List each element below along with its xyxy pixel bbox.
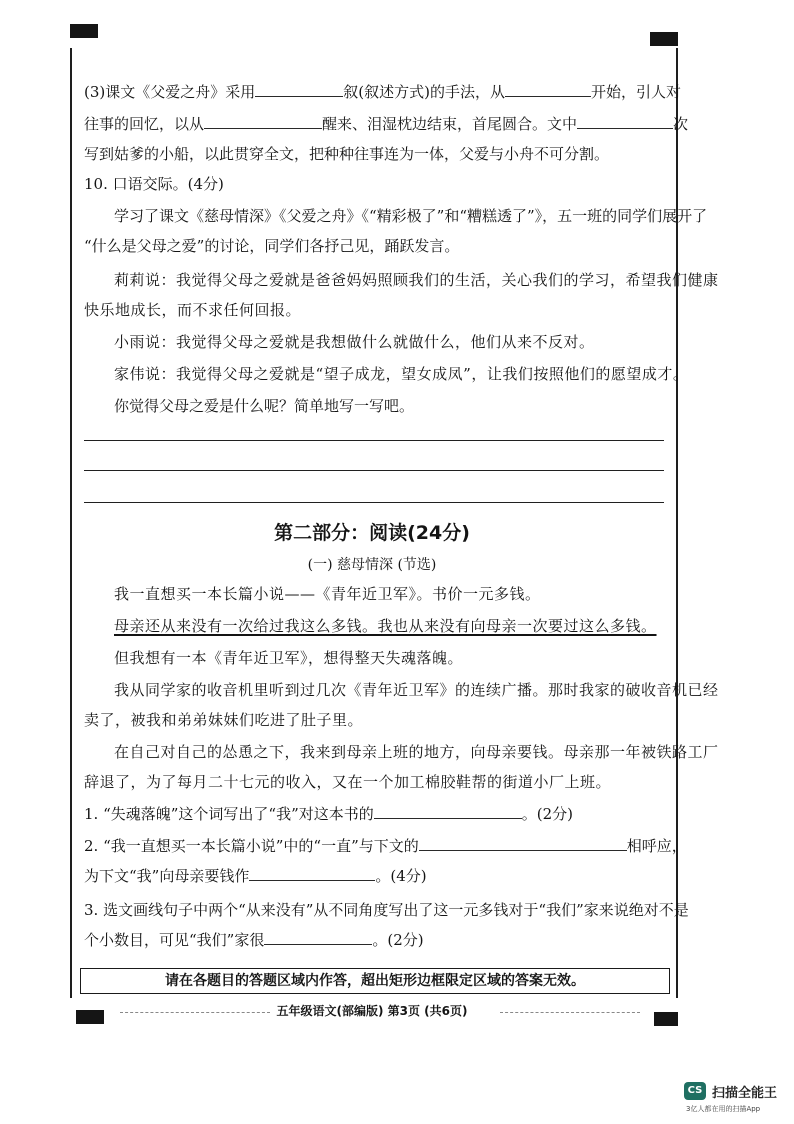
passage-paragraph-1: 我一直想买一本长篇小说——《青年近卫军》。书价一元多钱。 [114, 585, 541, 603]
q9-3-line-3: 写到姑爹的小船，以此贯穿全文，把种种往事连为一体，父爱与小舟不可分割。 [84, 145, 610, 163]
answer-line[interactable] [84, 502, 664, 503]
answer-line[interactable] [84, 470, 664, 471]
camscanner-name: 扫描全能王 [712, 1086, 778, 1101]
answer-blank[interactable] [419, 836, 627, 851]
reading-question-1: 1. “失魂落魄”这个词写出了“我”对这本书的 。(2分) [84, 805, 574, 823]
q10-prompt: 你觉得父母之爱是什么呢？简单地写一写吧。 [114, 397, 415, 415]
page-footer: 五年级语文(部编版) 第3页 (共6页) [276, 1004, 468, 1018]
answer-area-notice: 请在各题目的答题区域内作答，超出矩形边框限定区域的答案无效。 [80, 968, 670, 994]
answer-blank[interactable] [264, 930, 372, 945]
answer-blank[interactable] [204, 114, 322, 129]
answer-blank[interactable] [249, 866, 375, 881]
q10-lili-1: 莉莉说：我觉得父母之爱就是爸爸妈妈照顾我们的生活，关心我们的学习，希望我们健康 [114, 271, 719, 289]
answer-blank[interactable] [505, 82, 591, 97]
reading-question-2-line-2: 为下文“我”向母亲要钱作 。(4分) [84, 867, 427, 885]
reading-question-2-line-1: 2. “我一直想买一本长篇小说”中的“一直”与下文的 相呼应， [84, 837, 687, 855]
passage-paragraph-5-line-2: 辞退了，为了每月二十七元的收入，又在一个加工棉胶鞋帮的街道小厂上班。 [84, 773, 612, 791]
passage-title: (一) 慈母情深 (节选) [307, 557, 437, 573]
q10-jiawei: 家伟说：我觉得父母之爱就是“望子成龙，望女成凤”，让我们按照他们的愿望成才。 [114, 365, 689, 383]
registration-mark-top-left [70, 24, 98, 38]
answer-blank[interactable] [255, 82, 343, 97]
passage-paragraph-3: 但我想有一本《青年近卫军》，想得整天失魂落魄。 [114, 649, 464, 667]
registration-mark-top-right [650, 32, 678, 46]
camscanner-tagline: 3亿人都在用的扫描App [686, 1105, 761, 1113]
q9-3-line-2: 往事的回忆，以从 醒来、泪湿枕边结束，首尾圆合。文中 次 [84, 115, 689, 133]
part-two-title: 第二部分：阅读(24分) [274, 522, 470, 544]
answer-blank[interactable] [374, 804, 522, 819]
answer-blank[interactable] [577, 114, 673, 129]
answer-line[interactable] [84, 440, 664, 441]
passage-paragraph-5-line-1: 在自己对自己的怂恿之下，我来到母亲上班的地方，向母亲要钱。母亲那一年被铁路工厂 [114, 743, 719, 761]
q10-xiaoyu: 小雨说：我觉得父母之爱就是我想做什么就做什么，他们从来不反对。 [114, 333, 595, 351]
passage-paragraph-4-line-2: 卖了，被我和弟弟妹妹们吃进了肚子里。 [84, 711, 364, 729]
q10-intro-2: “什么是父母之爱”的讨论，同学们各抒己见，踊跃发言。 [84, 237, 460, 255]
reading-question-3-line-2: 个小数目，可见“我们”家很 。(2分) [84, 931, 424, 949]
q10-lili-2: 快乐地成长，而不求任何回报。 [84, 301, 302, 319]
passage-underlined-sentence: 母亲还从来没有一次给过我这么多钱。我也从来没有向母亲一次要过这么多钱。 [114, 617, 657, 635]
passage-paragraph-4-line-1: 我从同学家的收音机里听到过几次《青年近卫军》的连续广播。那时我家的破收音机已经 [114, 681, 719, 699]
q10-intro-1: 学习了课文《慈母情深》《父爱之舟》《“精彩极了”和“糟糕透了”》，五一班的同学们展开了 [114, 207, 708, 225]
reading-question-3-line-1: 3. 选文画线句子中两个“从来没有”从不同角度写出了这一元多钱对于“我们”家来说绝对不是 [84, 901, 689, 919]
camscanner-logo-icon: CS [684, 1082, 706, 1100]
q10-heading: 10. 口语交际。(4分) [84, 175, 224, 193]
q9-3-line-1: (3)课文《父爱之舟》采用 叙(叙述方式)的手法，从 开始，引人对 [84, 83, 681, 101]
